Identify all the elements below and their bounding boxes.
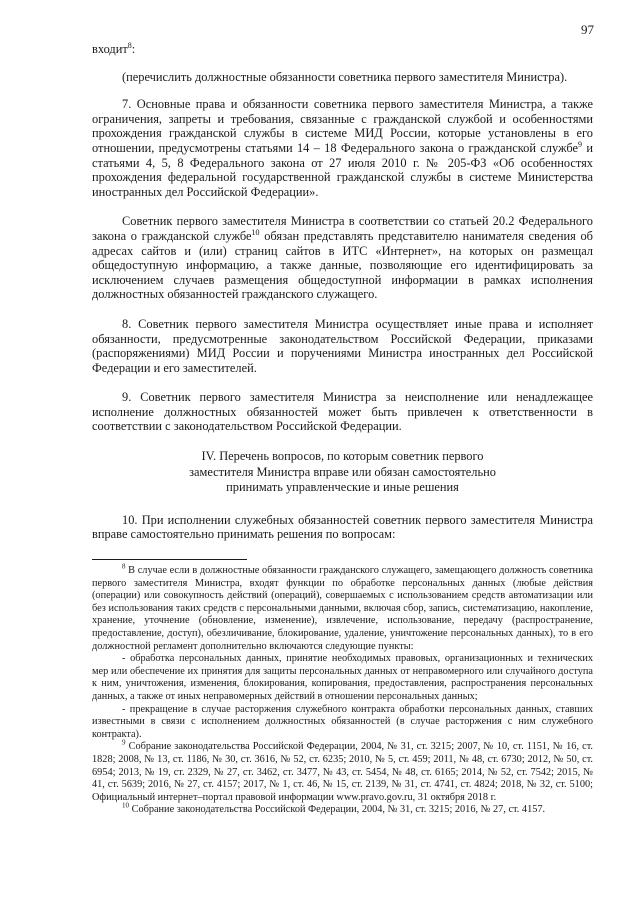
paragraph-advisor-text-b: обязан представлять представителю нанимателя сведения об адресах сайтов и (или) страниц сайтов в ИТС «Интернет», на которых он размещал общедоступную информацию, а также данные, позволяющие его идентифицировать за исключением случаев размещения общедоступной информации в рамках исполнения должностных обязанностей гражданского служащего. [92, 228, 593, 302]
paragraph-8: 8. Советник первого заместителя Министра осуществляет иные права и исполняет обязанности, предусмотренные законодательством Российской Федерации, приказами (распоряжениями) МИД России и поручениями Министра иностранных дел Российской Федерации и его заместителей. [92, 316, 593, 375]
footnotes [92, 562, 593, 817]
footnote-separator [92, 559, 247, 560]
footnote-9-mark: 9 [122, 738, 126, 747]
duties-placeholder: (перечислить должностные обязанности советника первого заместителя Министра). [122, 69, 568, 84]
footnote-10-text: Собрание законодательства Российской Федерации, 2004, № 31, ст. 3215; 2016, № 27, ст. 4157. [129, 804, 546, 816]
page-number: 97 [581, 22, 594, 37]
paragraph-advisor-obligation [92, 214, 593, 302]
intro-colon: : [131, 42, 136, 56]
footnote-10 [92, 801, 593, 817]
footnote-9 [92, 738, 593, 804]
footnote-8-text: В случае если в должностные обязанности гражданского служащего, замещающего должность советника первого заместителя Министра, входят функции по обработке персональных данных (любые действия (операции) или совокупность действий (операций), совершаемых с использованием средств автоматизации или без использования таких средств с персональными данными, включая сбор, запись, систематизацию, накопление, хранение, уточнение (обновление, изменение), извлечение, использование, передачу (распространение, предоставление, доступ), обезличивание, блокирование, удаление, уничтожение персональных данных), то в его должностной регламент дополнительно включаются следующие пункты: [92, 565, 593, 652]
paragraph-7-text-a: 7. Основные права и обязанности советника первого заместителя Министра, а также ограничения, запреты и требования, связанные с гражданской службой и особенностями прохождения гражданской службы в системе МИД России, которые установлены в его отношении, предусмотрены статьями 14 – 18 Федерального закона о гражданской службе [92, 97, 593, 155]
paragraph-10: 10. При исполнении служебных обязанностей советник первого заместителя Министра вправе самостоятельно принимать решения по вопросам: [92, 512, 593, 542]
intro-word: входит [92, 42, 128, 56]
paragraph-advisor-text-a: Советник первого заместителя Министра в соответствии со статьей 20.2 Федерального закона о гражданской службе [92, 214, 593, 243]
section-heading-line-3: принимать управленческие и иные решения [226, 480, 459, 495]
footnote-10-mark: 10 [122, 801, 129, 810]
intro-line [92, 42, 593, 57]
footnote-ref-9[interactable]: 9 [578, 139, 583, 149]
footnote-ref-10[interactable]: 10 [251, 227, 260, 237]
footnote-9-text: Собрание законодательства Российской Федерации, 2004, № 31, ст. 3215; 2007, № 10, ст. 1151, № 16, ст. 1828; 2008, № 13, ст. 1186, № 30, ст. 3616, № 52, ст. 6235; 2010, № 5, ст. 459; 2011, № 48, ст. 6730; 2012, № 50, ст. 6954; 2013, № 19, ст. 2329, № 27, ст. 3462, ст. 3477, № 43, ст. 5454, № 48, ст. 6165; 2014, № 52, ст. 7542; 2015, № 41, ст. 5639; 2016, № 27, ст. 4157; 2017, № 1, ст. 46, № 15, ст. 2139, № 31, ст. 4741, ст. 4824; 2018, № 32, ст. 5100; Официальный интернет–портал правовой информации www.pravo.gov.ru, 31 октября 2018 г. [92, 741, 593, 803]
paragraph-7 [92, 97, 593, 199]
footnote-8-item-2: - прекращение в случае расторжения служебного контракта обработки персональных данных, ставших известными в связи с исполнением должностных обязанностей (в случае расторжения с ним служебного контракта). [92, 703, 593, 740]
footnote-ref-8[interactable]: 8 [127, 40, 132, 50]
section-heading-line-2: заместителя Министра вправе или обязан самостоятельно [189, 464, 496, 479]
footnote-8-item-1: - обработка персональных данных, принятие необходимых правовых, организационных и технических мер или обеспечение их принятия для защиты персональных данных от неправомерного или случайного доступа к ним, уничтожения, изменения, блокирования, копирования, предоставления, распространения персональных данных, а также от иных неправомерных действий в отношении персональных данных; [92, 653, 593, 702]
paragraph-7-text-b: и статьями 4, 5, 8 Федерального закона от 27 июля 2010 г. № 205-ФЗ «Об особенностях прохождения федеральной государственной гражданской службы в системе Министерства иностранных дел Российской Федерации». [92, 140, 593, 199]
footnote-8 [92, 562, 593, 653]
document-body [92, 42, 593, 557]
section-heading-iv [92, 449, 593, 496]
section-heading-line-1: IV. Перечень вопросов, по которым советник первого [201, 449, 484, 464]
paragraph-9: 9. Советник первого заместителя Министра за неисполнение или ненадлежащее исполнение должностных обязанностей может быть привлечен к ответственности в соответствии с законодательством Российской Федерации. [92, 390, 593, 434]
footnote-8-mark: 8 [122, 562, 126, 571]
